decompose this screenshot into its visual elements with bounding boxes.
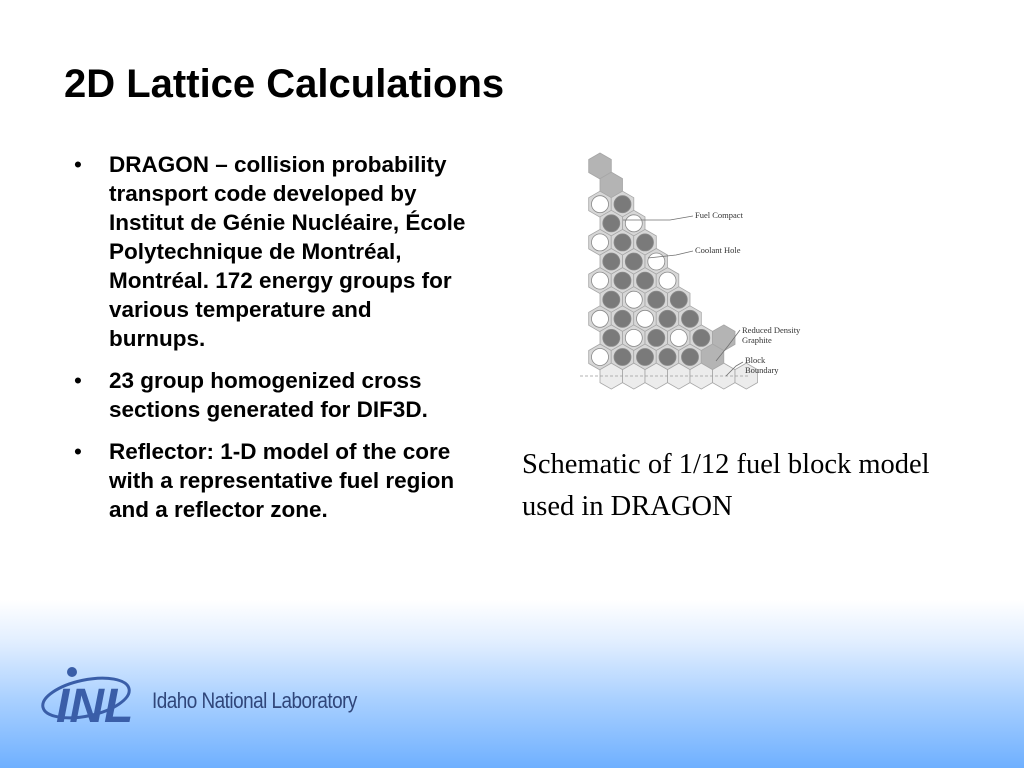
coolant-hole [592,272,609,289]
fuel-compact [682,310,699,327]
fuel-compact [659,310,676,327]
fuel-compact [614,272,631,289]
bullet-item [72,437,472,524]
coolant-hole [659,272,676,289]
fuel-compact [614,349,631,366]
fuel-compact [603,291,620,308]
bullet-list [72,150,472,537]
coolant-hole [625,215,642,232]
fuel-compact [648,291,665,308]
bullet-text: 23 group homogenized cross sections generated for DIF3D. [109,368,428,422]
coolant-hole [670,329,687,346]
fuel-compact [614,310,631,327]
label-fuel-compact: Fuel Compact [695,210,743,220]
fuel-compact [670,291,687,308]
label-graphite: Graphite [742,335,772,345]
coolant-hole [637,310,654,327]
label-boundary: Boundary [745,365,779,375]
fuel-compact [603,329,620,346]
fuel-compact [625,253,642,270]
fuel-compact [693,329,710,346]
coolant-hole [592,349,609,366]
coolant-hole [592,310,609,327]
label-block: Block [745,355,766,365]
bullet-marker: • [74,152,82,177]
fuel-compact [614,196,631,213]
fuel-compact [682,349,699,366]
bullet-item [72,366,472,424]
fuel-compact [637,349,654,366]
bullet-text: DRAGON – collision probability transport code developed by Institut de Génie Nucléaire, École Polytechnique de Montréal, Montréal. 172 energy groups for various temperature and burnups. [109,152,466,351]
fuel-compact [637,272,654,289]
hex-lattice [589,153,758,389]
coolant-hole [648,253,665,270]
fuel-compact [637,234,654,251]
organization-name: Idaho National Laboratory [152,688,357,713]
figure-caption: Schematic of 1/12 fuel block model used in DRAGON [522,449,930,522]
slide-title: 2D Lattice Calculations [64,62,505,106]
fuel-compact [614,234,631,251]
bullet-marker: • [74,368,82,393]
coolant-hole [625,291,642,308]
coolant-hole [625,329,642,346]
bullet-marker: • [74,439,82,464]
coolant-hole [592,196,609,213]
fuel-compact [603,215,620,232]
logo-letters: INL [56,680,134,733]
label-reduced-density: Reduced Density [742,325,801,335]
fuel-compact [603,253,620,270]
bullet-item [72,150,472,353]
fuel-block-schematic [578,148,838,398]
logo-dot [67,667,77,677]
fuel-compact [659,349,676,366]
coolant-hole [592,234,609,251]
label-coolant-hole: Coolant Hole [695,245,741,255]
bullet-text: Reflector: 1-D model of the core with a representative fuel region and a reflector zone. [109,439,455,522]
fuel-compact [648,329,665,346]
